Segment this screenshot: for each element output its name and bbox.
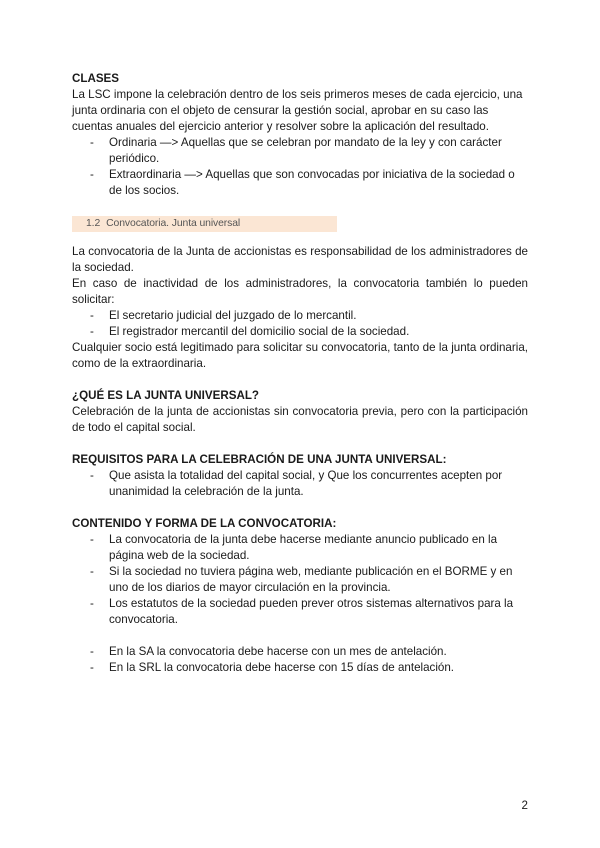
convocatoria-list [72, 308, 528, 340]
junta-universal-heading: ¿QUÉ ES LA JUNTA UNIVERSAL? [72, 389, 260, 402]
contenido-list [72, 532, 528, 628]
list-item-borme: - Si la sociedad no tuviera página web, mediante publicación en el BORME y en uno de los diarios de mayor circulación en la provincia. [72, 564, 528, 596]
page-number: 2 [521, 799, 528, 812]
antelacion-list [72, 644, 528, 676]
list-item-srl: - En la SRL la convocatoria debe hacerse con 15 días de antelación. [72, 660, 528, 676]
list-item-secretario: - El secretario judicial del juzgado de lo mercantil. [72, 308, 528, 324]
section-title: Convocatoria. Junta universal [106, 218, 241, 229]
convocatoria-paragraph-2: En caso de inactividad de los administradores, la convocatoria también lo pueden solicitar: [72, 277, 528, 306]
convocatoria-paragraph-1: La convocatoria de la Junta de accionistas es responsabilidad de los administradores de la sociedad. [72, 245, 528, 274]
requisitos-list [72, 468, 528, 500]
requisitos-heading: REQUISITOS PARA LA CELEBRACIÓN DE UNA JUNTA UNIVERSAL: [72, 453, 447, 466]
contenido-heading: CONTENIDO Y FORMA DE LA CONVOCATORIA: [72, 517, 337, 530]
section-number: 1.2 [86, 218, 101, 229]
page-content [72, 71, 528, 676]
convocatoria-paragraph-3: Cualquier socio está legitimado para solicitar su convocatoria, tanto de la junta ordinaria, como de la extraordinaria. [72, 341, 528, 370]
list-item-pagina-web: - La convocatoria de la junta debe hacerse mediante anuncio publicado en la página web de la sociedad. [72, 532, 528, 564]
list-item-ordinaria: - Ordinaria —> Aquellas que se celebran por mandato de la ley y con carácter periódico. [72, 135, 528, 167]
spacer [72, 372, 528, 388]
list-item-estatutos: - Los estatutos de la sociedad pueden prever otros sistemas alternativos para la convocatoria. [72, 596, 528, 628]
clases-list [72, 135, 528, 199]
list-item-requisito: - Que asista la totalidad del capital social, y Que los concurrentes acepten por unanimidad la celebración de la junta. [72, 468, 528, 500]
section-header-convocatoria [72, 216, 337, 232]
clases-heading: CLASES [72, 72, 120, 85]
list-item-extraordinaria: - Extraordinaria —> Aquellas que son convocadas por iniciativa de la sociedad o de los socios. [72, 167, 528, 199]
list-item-registrador: - El registrador mercantil del domicilio social de la sociedad. [72, 324, 528, 340]
spacer [72, 436, 528, 452]
spacer [72, 500, 528, 516]
list-item-sa: - En la SA la convocatoria debe hacerse con un mes de antelación. [72, 644, 528, 660]
clases-paragraph: La LSC impone la celebración dentro de los seis primeros meses de cada ejercicio, una junta ordinaria con el objeto de censurar la gestión social, aprobar en su caso las cuentas anuales del ejercicio anterior y resolver sobre la aplicación del resultado. [72, 88, 523, 133]
spacer [72, 628, 528, 644]
junta-universal-paragraph: Celebración de la junta de accionistas sin convocatoria previa, pero con la participación de todo el capital social. [72, 405, 528, 434]
